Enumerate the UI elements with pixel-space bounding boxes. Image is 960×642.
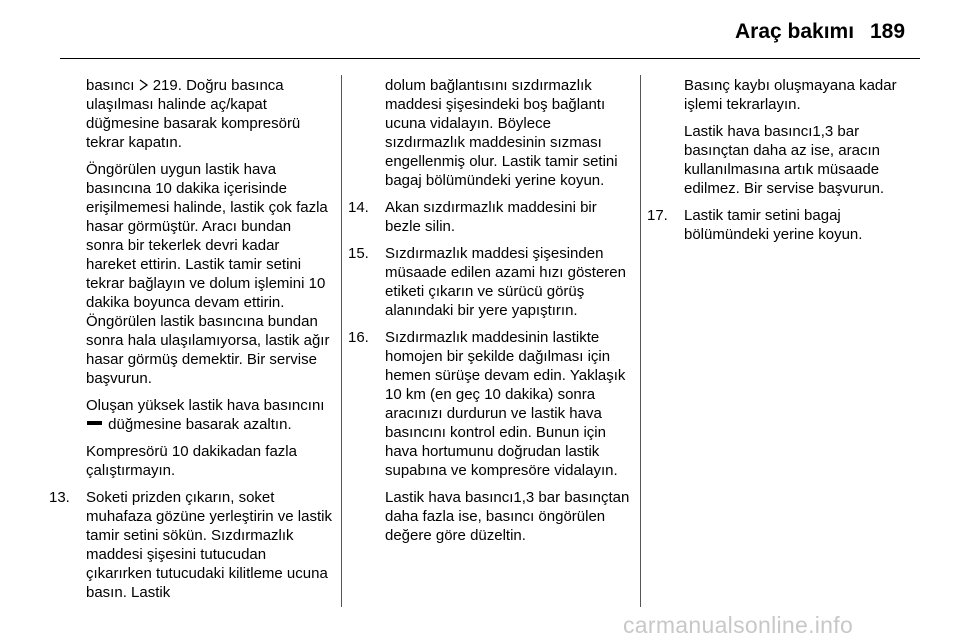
list-text: Lastik tamir setini bagaj bölümündeki yerine koyun. (684, 207, 863, 243)
column-divider-2 (640, 75, 641, 607)
column-divider-1 (341, 75, 342, 607)
list-item-14 (348, 198, 633, 236)
column-1 (49, 76, 332, 610)
paragraph-pressure (86, 76, 332, 152)
page-number: 189 (870, 20, 906, 43)
list-item-13 (49, 488, 332, 602)
column-3 (647, 76, 920, 252)
list-text: Soketi prizden çıkarın, soket muhafaza gözüne yerleştirin ve lastik tamir setini sökün. Sızdırmazlık maddesi şişesini tutucudan çıkarırken tutucudaki kilitleme ucuna basın. Lastik (86, 489, 332, 601)
list-number: 13. (49, 489, 70, 506)
list-text: Sızdırmazlık maddesi şişesinden müsaade edilen azami hızı gösteren etiketi çıkarın ve sürücü görüş alanındaki bir yere yapıştırın. (385, 245, 626, 319)
paragraph-reduce (86, 396, 332, 434)
section-title: Araç bakımı (735, 20, 855, 43)
reference-arrow-icon (139, 79, 149, 91)
paragraph-repeat: Basınç kaybı oluşmayana kadar işlemi tekrarlayın. (684, 77, 897, 113)
paragraph-text: Oluşan yüksek lastik hava basıncını (86, 397, 325, 414)
header-divider (60, 58, 920, 59)
paragraph-text: 219. Doğru basınca ulaşılması halinde aç/kapat düğmesine basarak kompresörü tekrar kapatın. (86, 77, 301, 151)
watermark: carmanualsonline.info (623, 612, 854, 638)
list-text: Sızdırmazlık maddesinin lastikte homojen bir şekilde dağılması için hemen sürüşe devam edin. Yaklaşık 10 km (en geç 10 dakika) sonra aracınızı durdurun ve lastik hava basıncını kontrol edin. Bunun için hava hortumunu doğrudan lastik supabına ve kompresöre vidalayın. (385, 329, 626, 479)
list-number: 16. (348, 329, 369, 346)
list-number: 15. (348, 245, 369, 262)
minus-button-icon (87, 421, 102, 425)
paragraph-text: düğmesine basarak azaltın. (108, 416, 292, 433)
column-2 (348, 76, 633, 553)
list-number: 14. (348, 199, 369, 216)
list-item-15 (348, 244, 633, 320)
list-text: Akan sızdırmazlık maddesini bir bezle silin. (385, 199, 597, 235)
paragraph-continuation: dolum bağlantısını sızdırmazlık maddesi şişesindeki boş bağlantı ucuna vidalayın. Böylece sızdırmazlık maddesinin sızması engellenmiş olur. Lastik tamir setini bagaj bölümündeki yerine koyun. (385, 77, 618, 189)
paragraph-text: basıncı (86, 77, 135, 94)
list-item-17 (647, 206, 920, 244)
paragraph-timeout: Öngörülen uygun lastik hava basıncına 10 dakika içerisinde erişilmemesi halinde, lastik çok fazla hasar görmüştür. Aracı bundan sonra bir tekerlek devri kadar hareket ettirin. Lastik tamir setini tekrar bağlayın ve dolum işlemini 10 dakika boyunca devam ettirin. Öngörülen lastik basıncına bundan sonra hala ulaşılamıyorsa, lastik ağır hasar görmüş demektir. Bir servise başvurun. (86, 161, 330, 387)
paragraph-adjust: Lastik hava basıncı1,3 bar basınçtan daha fazla ise, basıncı öngörülen değere göre düzeltin. (385, 489, 630, 544)
paragraph-compressor-limit: Kompresörü 10 dakikadan fazla çalıştırmayın. (86, 443, 297, 479)
list-number: 17. (647, 207, 668, 224)
paragraph-low-pressure: Lastik hava basıncı1,3 bar basınçtan daha az ise, aracın kullanılmasına artık müsaade edilmez. Bir servise başvurun. (684, 123, 885, 197)
list-item-16 (348, 328, 633, 480)
